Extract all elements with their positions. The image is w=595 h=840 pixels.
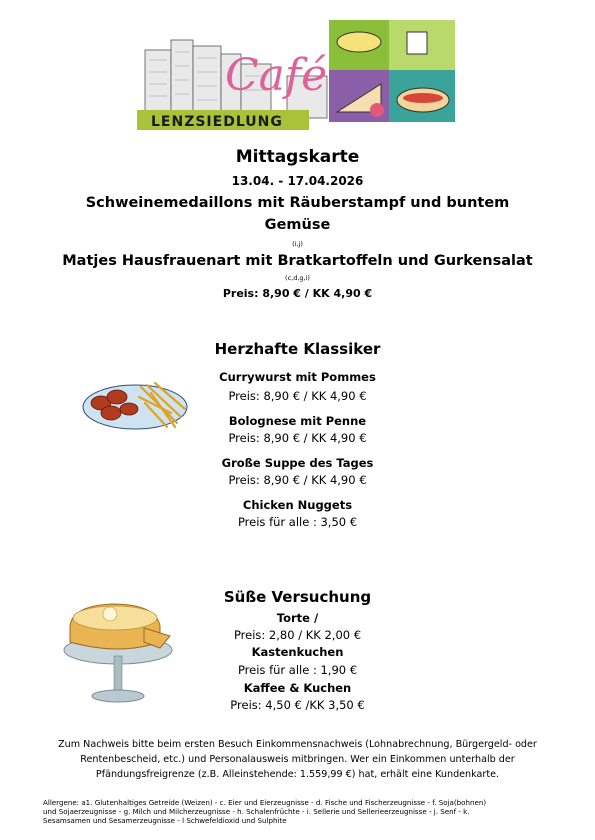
sweet-item-2-name: Kastenkuchen bbox=[251, 645, 344, 659]
sweet-title: Süße Versuchung bbox=[223, 588, 372, 606]
allergen-label: Allergene: bbox=[43, 798, 82, 807]
sweet-item-3-price: Preis: 4,50 € /KK 3,50 € bbox=[230, 698, 365, 712]
menu-title: Mittagskarte bbox=[235, 147, 360, 167]
cafe-logo bbox=[137, 20, 457, 138]
allergen-line-1: a1. Glutenhaltiges Getreide (Weizen) - c. Eier und Eierzeugnisse - d. Fische und Fischerzeugnisse - f. Soja(bohnen) bbox=[81, 798, 487, 807]
hearty-item-4-name: Chicken Nuggets bbox=[242, 498, 353, 512]
hearty-item-3-price: Preis: 8,90 € / KK 4,90 € bbox=[228, 473, 367, 487]
menu-dates: 13.04. - 17.04.2026 bbox=[231, 174, 364, 188]
hearty-item-2-price: Preis: 8,90 € / KK 4,90 € bbox=[228, 431, 367, 445]
sweet-item-1-name: Torte / bbox=[276, 611, 319, 625]
allergen-line-3: Sesamsamen und Sesamerzeugnisse - l Schwefeldioxid und Sulphite bbox=[43, 816, 287, 825]
sweet-item-1-price: Preis: 2,80 / KK 2,00 € bbox=[233, 628, 362, 642]
allergen-legend bbox=[43, 798, 583, 825]
notice-line-1: Zum Nachweis bitte beim ersten Besuch Einkommensnachweis (Lohnabrechnung, Bürgergeld- oder bbox=[58, 739, 537, 750]
daily-dish-2: Matjes Hausfrauenart mit Bratkartoffeln und Gurkensalat bbox=[62, 253, 533, 269]
daily-dish-1-line1: Schweinemedaillons mit Räuberstampf und buntem bbox=[85, 195, 510, 211]
notice-line-3: Pfändungsfreigrenze (z.B. Alleinstehende: 1.559,99 €) hat, erhält eine Kundenkarte. bbox=[95, 769, 500, 780]
hearty-item-1-price: Preis: 8,90 € / KK 4,90 € bbox=[228, 389, 367, 403]
customer-card-notice bbox=[0, 737, 595, 782]
daily-dish-1-line2: Gemüse bbox=[264, 217, 331, 233]
daily-price: Preis: 8,90 € / KK 4,90 € bbox=[222, 287, 373, 300]
allergen-line-2: und Sojaerzeugnisse - g. Milch und Milcherzeugnisse - h. Schalenfrüchte - i. Sellerie und Sellerieerzeugnisse - j. Senf - k. bbox=[43, 807, 470, 816]
hearty-title: Herzhafte Klassiker bbox=[214, 340, 381, 358]
hearty-item-3-name: Große Suppe des Tages bbox=[221, 456, 374, 470]
sweet-item-3-name: Kaffee & Kuchen bbox=[243, 681, 352, 695]
daily-dish-2-allergens: (c,d,g,i) bbox=[285, 274, 310, 282]
hearty-item-1-name: Currywurst mit Pommes bbox=[219, 370, 376, 384]
logo-script-text: Café bbox=[225, 50, 328, 101]
sweet-item-2-price: Preis für alle : 1,90 € bbox=[237, 663, 358, 677]
daily-dish-1-allergens: (i,j) bbox=[292, 240, 303, 248]
hearty-item-4-price: Preis für alle : 3,50 € bbox=[237, 515, 358, 529]
notice-line-2: Rentenbescheid, etc.) und Personalausweis mitbringen. Wer ein Einkommen unterhalb der bbox=[80, 754, 515, 765]
hearty-item-2-name: Bolognese mit Penne bbox=[228, 414, 367, 428]
logo-band-text: LENZSIEDLUNG bbox=[151, 114, 283, 130]
